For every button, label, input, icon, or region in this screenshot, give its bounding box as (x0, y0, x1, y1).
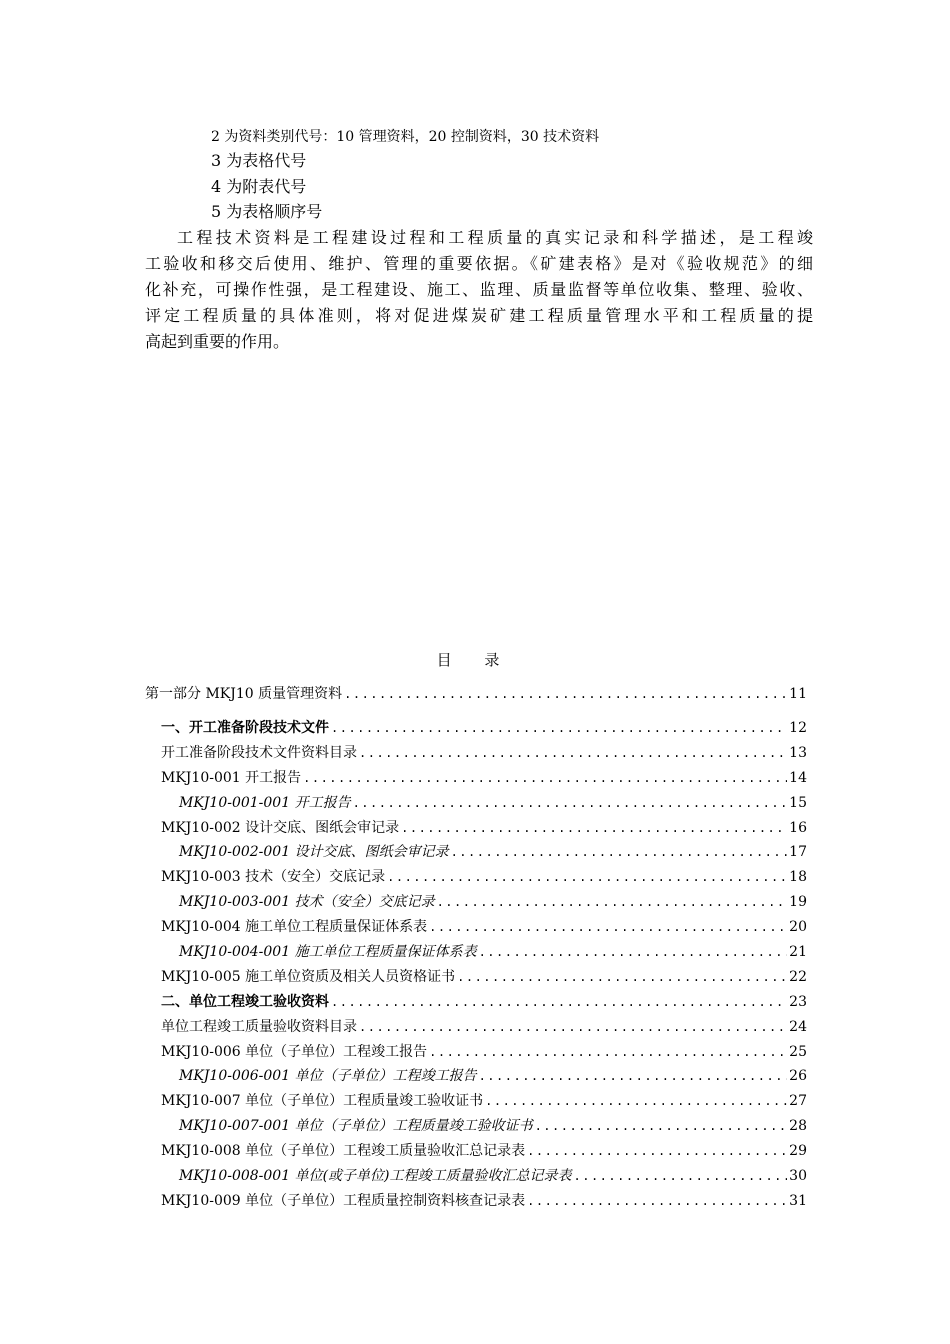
toc-entry-page: 23 (789, 993, 807, 1010)
toc-entry-page: 28 (789, 1118, 807, 1135)
toc-entry-page: 20 (789, 919, 807, 936)
toc-entry[interactable] (145, 917, 807, 942)
toc-entry-label: 单位工程竣工质量验收资料目录 (161, 1018, 357, 1035)
toc-entry-label: MKJ10-007-001 单位（子单位）工程质量竣工验收证书 (179, 1118, 533, 1135)
toc-leader-dots (359, 743, 787, 763)
toc-entry-page: 22 (789, 968, 807, 985)
intro-paragraph (145, 225, 813, 355)
toc-entry[interactable] (145, 1191, 807, 1216)
toc-entry-label: MKJ10-001-001 开工报告 (179, 794, 351, 811)
toc-entry-label: MKJ10-004 施工单位工程质量保证体系表 (161, 919, 428, 936)
toc-entry-page: 26 (789, 1068, 807, 1085)
toc-entry[interactable] (145, 768, 807, 793)
toc-title: 目 录 (436, 651, 514, 669)
toc-entry-part-one[interactable] (145, 684, 807, 718)
toc-entry-label: MKJ10-004-001 施工单位工程质量保证体系表 (179, 944, 477, 961)
toc-entry[interactable] (145, 818, 807, 843)
toc-entry-label: 二、单位工程竣工验收资料 (161, 993, 329, 1010)
toc-leader-dots (535, 1116, 788, 1136)
toc-entry[interactable] (145, 867, 807, 892)
toc-leader-dots (429, 1042, 787, 1062)
toc-entry-page: 19 (789, 894, 807, 911)
toc-leader-dots (457, 967, 787, 987)
toc-entry-sub[interactable] (145, 842, 807, 867)
toc-entry-sub[interactable] (145, 1166, 807, 1191)
toc-entry-section-two[interactable] (145, 992, 807, 1017)
code-line-table: 3 为表格代号 (211, 151, 307, 170)
paragraph-line: 化补充，可操作性强，是工程建设、施工、监理、质量监督等单位收集、整理、验收、 (145, 280, 813, 299)
code-line-order: 5 为表格顺序号 (211, 202, 323, 221)
toc-leader-dots (479, 942, 788, 962)
toc-entry-page: 12 (789, 720, 807, 736)
toc-entry-label: MKJ10-003-001 技术（安全）交底记录 (179, 894, 435, 911)
toc-leader-dots (331, 992, 787, 1012)
table-of-contents (145, 684, 807, 1216)
toc-entry-page: 29 (789, 1143, 807, 1160)
paragraph-line: 工验收和移交后使用、维护、管理的重要依据。《矿建表格》是对《验收规范》的细 (145, 254, 813, 273)
code-line-attached: 4 为附表代号 (211, 177, 307, 196)
toc-entry-page: 16 (789, 819, 807, 836)
toc-leader-dots (401, 818, 787, 838)
toc-entry-page: 15 (789, 794, 807, 811)
toc-leader-dots (479, 1066, 788, 1086)
toc-entry-sub[interactable] (145, 1066, 807, 1091)
toc-leader-dots (429, 917, 787, 937)
code-line-category: 2 为资料类别代号：10 管理资料，20 控制资料，30 技术资料 (211, 129, 600, 145)
toc-leader-dots (527, 1141, 787, 1161)
toc-leader-dots (485, 1091, 787, 1111)
toc-entry-sub[interactable] (145, 1116, 807, 1141)
toc-entry[interactable] (145, 1141, 807, 1166)
toc-entry-sub[interactable] (145, 793, 807, 818)
toc-leader-dots (303, 768, 787, 788)
toc-entry-label: MKJ10-002-001 设计交底、图纸会审记录 (179, 844, 449, 861)
toc-entry[interactable] (145, 967, 807, 992)
toc-leader-dots (451, 842, 788, 862)
toc-leader-dots (527, 1191, 787, 1211)
toc-leader-dots (344, 684, 787, 704)
paragraph-line: 高起到重要的作用。 (145, 332, 290, 351)
toc-entry-page: 21 (789, 944, 807, 961)
toc-entry-label: MKJ10-006 单位（子单位）工程竣工报告 (161, 1043, 428, 1060)
toc-entry-label: 第一部分 MKJ10 质量管理资料 (145, 686, 343, 702)
toc-entry[interactable] (145, 743, 807, 768)
toc-entry[interactable] (145, 1091, 807, 1116)
toc-entry-label: MKJ10-002 设计交底、图纸会审记录 (161, 819, 400, 836)
toc-entry-label: MKJ10-005 施工单位资质及相关人员资格证书 (161, 968, 456, 985)
toc-entry-label: MKJ10-008-001 单位(或子单位)工程竣工质量验收汇总记录表 (179, 1168, 572, 1185)
paragraph-line: 工程技术资料是工程建设过程和工程质量的真实记录和科学描述，是工程竣 (177, 228, 813, 247)
toc-entry[interactable] (145, 1042, 807, 1067)
toc-entry-sub[interactable] (145, 892, 807, 917)
toc-entry-page: 30 (789, 1168, 807, 1185)
toc-entry-label: MKJ10-009 单位（子单位）工程质量控制资料核查记录表 (161, 1192, 526, 1209)
toc-leader-dots (574, 1166, 788, 1186)
toc-entry-page: 24 (789, 1018, 807, 1035)
paragraph-line: 评定工程质量的具体准则，将对促进煤炭矿建工程质量管理水平和工程质量的提 (145, 306, 813, 325)
toc-entry-label: MKJ10-001 开工报告 (161, 769, 302, 786)
toc-leader-dots (437, 892, 788, 912)
toc-entry-page: 13 (789, 744, 807, 761)
toc-entry-label: 一、开工准备阶段技术文件 (161, 720, 329, 736)
toc-leader-dots (331, 718, 787, 738)
toc-leader-dots (353, 793, 788, 813)
toc-entry-label: MKJ10-003 技术（安全）交底记录 (161, 869, 386, 886)
toc-entry-label: MKJ10-006-001 单位（子单位）工程竣工报告 (179, 1068, 477, 1085)
toc-entry-label: MKJ10-007 单位（子单位）工程质量竣工验收证书 (161, 1093, 484, 1110)
toc-entry-section-one[interactable] (145, 718, 807, 743)
toc-entry[interactable] (145, 1017, 807, 1042)
toc-entry-page: 18 (789, 869, 807, 886)
toc-entry-sub[interactable] (145, 942, 807, 967)
toc-entry-page: 14 (789, 769, 807, 786)
toc-leader-dots (359, 1017, 787, 1037)
toc-entry-page: 11 (789, 686, 807, 702)
toc-entry-label: MKJ10-008 单位（子单位）工程竣工质量验收汇总记录表 (161, 1143, 526, 1160)
toc-leader-dots (387, 867, 787, 887)
toc-entry-label: 开工准备阶段技术文件资料目录 (161, 744, 357, 761)
toc-entry-page: 17 (789, 844, 807, 861)
toc-entry-page: 25 (789, 1043, 807, 1060)
toc-entry-page: 27 (789, 1093, 807, 1110)
toc-entry-page: 31 (789, 1192, 807, 1209)
